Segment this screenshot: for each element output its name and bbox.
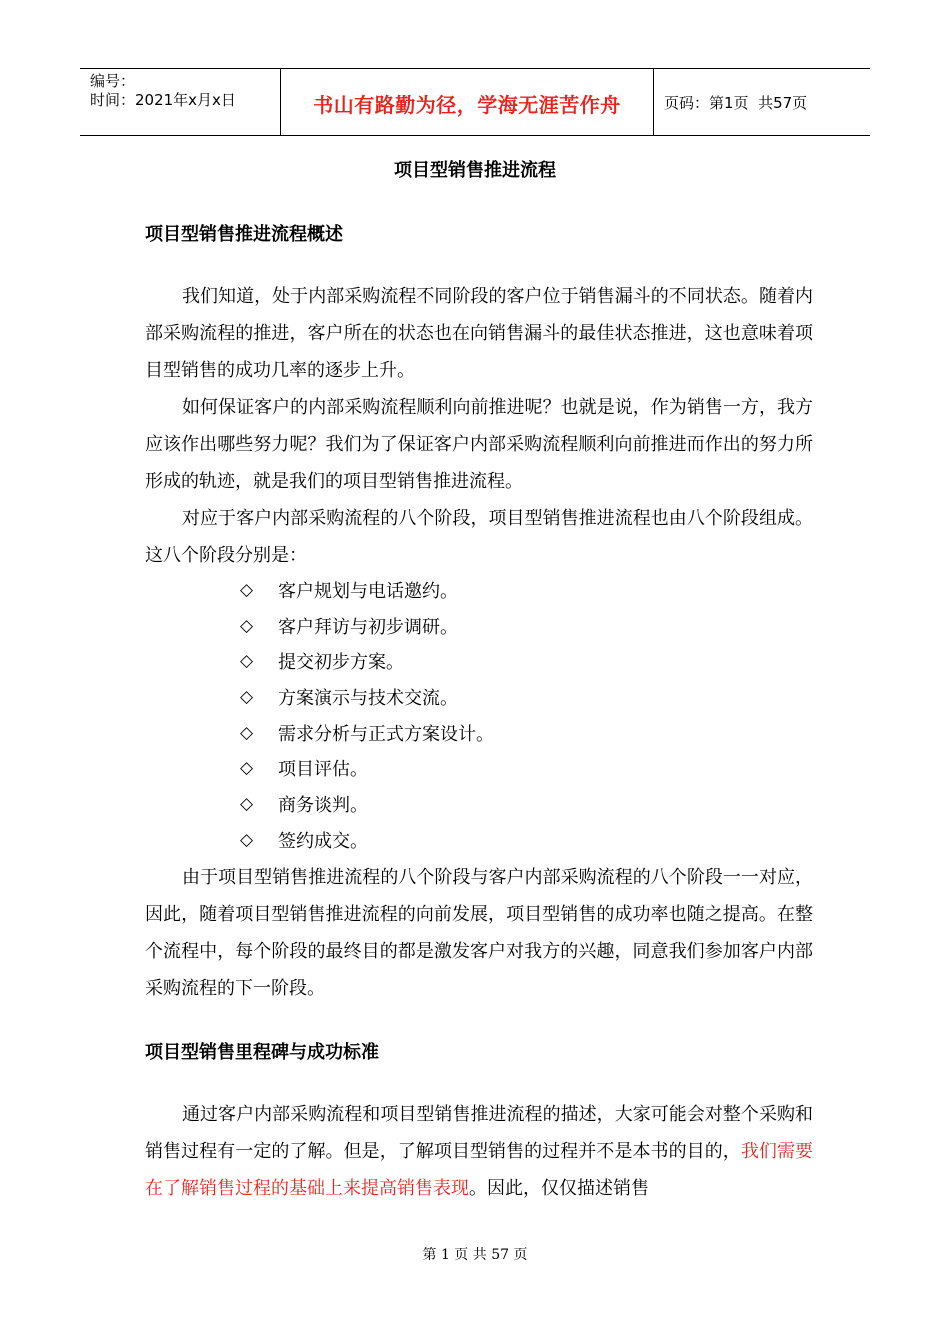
stage-list [240,572,494,858]
header-time-label: 时间：2021年x月x日 [90,91,236,109]
diamond-bullet-icon: ◇ [240,651,254,672]
diamond-bullet-icon: ◇ [240,722,254,743]
header-meta [80,69,281,135]
diamond-bullet-icon: ◇ [240,758,254,779]
list-item [240,786,494,822]
paragraph-2: 如何保证客户的内部采购流程顺利向前推进呢？也就是说，作为销售一方，我方应该作出哪些努力呢？我们为了保证客户内部采购流程顺利向前推进而作出的努力所形成的轨迹，就是我们的项目型销售推进流程。 [145,397,813,492]
stage-label: 提交初步方案。 [278,652,404,674]
list-item [240,679,494,715]
page-header [80,68,870,136]
list-item [240,715,494,751]
header-motto: 书山有路勤为径，学海无涯苦作舟 [281,69,654,135]
paragraph-3: 对应于客户内部采购流程的八个阶段，项目型销售推进流程也由八个阶段组成。这八个阶段分别是： [145,508,813,566]
paragraph-5-end: 。因此，仅仅描述销售 [469,1178,649,1199]
stage-label: 客户拜访与初步调研。 [278,616,458,638]
list-item [240,608,494,644]
paragraph-5-start: 通过客户内部采购流程和项目型销售推进流程的描述，大家可能会对整个采购和销售过程有一定的了解。但是，了解项目型销售的过程并不是本书的目的， [145,1104,813,1162]
header-page-info [654,69,870,135]
highlighted-text: 我们需要在了解销售过程的基础上来提高销售表现 [145,1141,814,1199]
diamond-bullet-icon: ◇ [240,829,254,850]
stage-label: 项目评估。 [278,759,368,781]
stage-label: 商务谈判。 [278,794,368,816]
diamond-bullet-icon: ◇ [240,615,254,636]
stage-label: 签约成交。 [278,830,368,852]
list-item [240,750,494,786]
stage-label: 客户规划与电话邀约。 [278,580,458,602]
stage-label: 需求分析与正式方案设计。 [278,723,494,745]
page-footer: 第 1 页 共 57 页 [422,1247,528,1263]
list-item [240,643,494,679]
paragraph-5 [145,1096,813,1207]
list-item [240,572,494,608]
diamond-bullet-icon: ◇ [240,579,254,600]
document-title: 项目型销售推进流程 [394,160,556,181]
header-page-text: 页码：第1页 共57页 [664,93,808,112]
diamond-bullet-icon: ◇ [240,686,254,707]
paragraph-4: 由于项目型销售推进流程的八个阶段与客户内部采购流程的八个阶段一一对应，因此，随着项目型销售推进流程的向前发展，项目型销售的成功率也随之提高。在整个流程中，每个阶段的最终目的都是激发客户对我方的兴趣，同意我们参加客户内部采购流程的下一阶段。 [145,867,813,999]
stage-label: 方案演示与技术交流。 [278,687,458,709]
list-item [240,822,494,858]
diamond-bullet-icon: ◇ [240,793,254,814]
header-number-label: 编号： [90,72,136,90]
section-heading-overview: 项目型销售推进流程概述 [145,224,343,245]
paragraph-1: 我们知道，处于内部采购流程不同阶段的客户位于销售漏斗的不同状态。随着内部采购流程的推进，客户所在的状态也在向销售漏斗的最佳状态推进，这也意味着项目型销售的成功几率的逐步上升。 [145,286,813,381]
section-heading-milestones: 项目型销售里程碑与成功标准 [145,1042,379,1063]
